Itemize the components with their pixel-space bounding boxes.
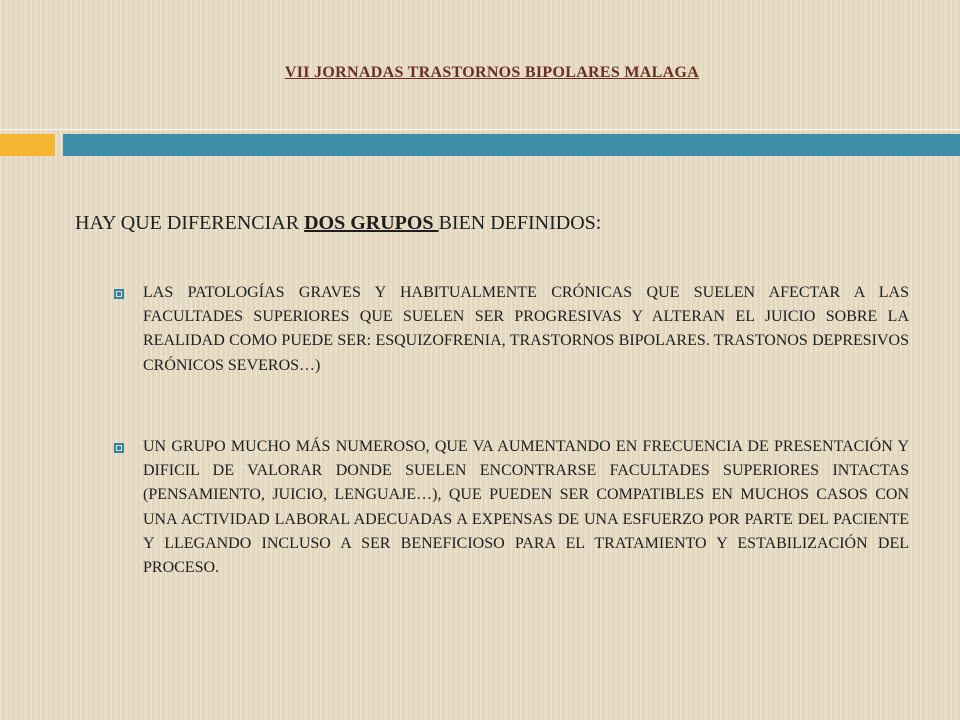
heading-highlight: DOS GRUPOS [304, 212, 439, 234]
bullet-text-1: LAS PATOLOGÍAS GRAVES Y HABITUALMENTE CRÓNICAS QUE SUELEN AFECTAR A LAS FACULTADES SUPERIORES QUE SUELEN SER PROGRESIVAS Y ALTERAN EL JUICIO SOBRE LA REALIDAD COMO PUEDE SER: ESQUIZOFRENIA, TRASTORNOS BIPOLARES. TRASTONOS DEPRESIVOS CRÓNICOS SEVEROS…) [143, 284, 909, 374]
square-bullet-icon [114, 289, 124, 299]
accent-bar-orange [0, 134, 55, 156]
accent-bar-blue [63, 134, 960, 156]
bullet-text-2: UN GRUPO MUCHO MÁS NUMEROSO, QUE VA AUMENTANDO EN FRECUENCIA DE PRESENTACIÓN Y DIFICIL DE VALORAR DONDE SUELEN ENCONTRARSE FACULTADES SUPERIORES INTACTAS (PENSAMIENTO, JUICIO, LENGUAJE…), QUE PUEDEN SER COMPATIBLES EN MUCHOS CASOS CON UNA ACTIVIDAD LABORAL ADECUADAS A EXPENSAS DE UNA ESFUERZO POR PARTE DEL PACIENTE Y LLEGANDO INCLUSO A SER BENEFICIOSO PARA EL TRATAMIENTO Y ESTABILIZACIÓN DEL PROCESO. [143, 438, 909, 577]
square-bullet-icon [114, 443, 124, 453]
section-heading [75, 212, 915, 235]
header-divider-line [0, 129, 960, 130]
heading-suffix: BIEN DEFINIDOS: [438, 212, 602, 234]
slide-title: VII JORNADAS TRASTORNOS BIPOLARES MALAGA [284, 64, 700, 81]
heading-prefix: HAY QUE DIFERENCIAR [75, 212, 305, 234]
